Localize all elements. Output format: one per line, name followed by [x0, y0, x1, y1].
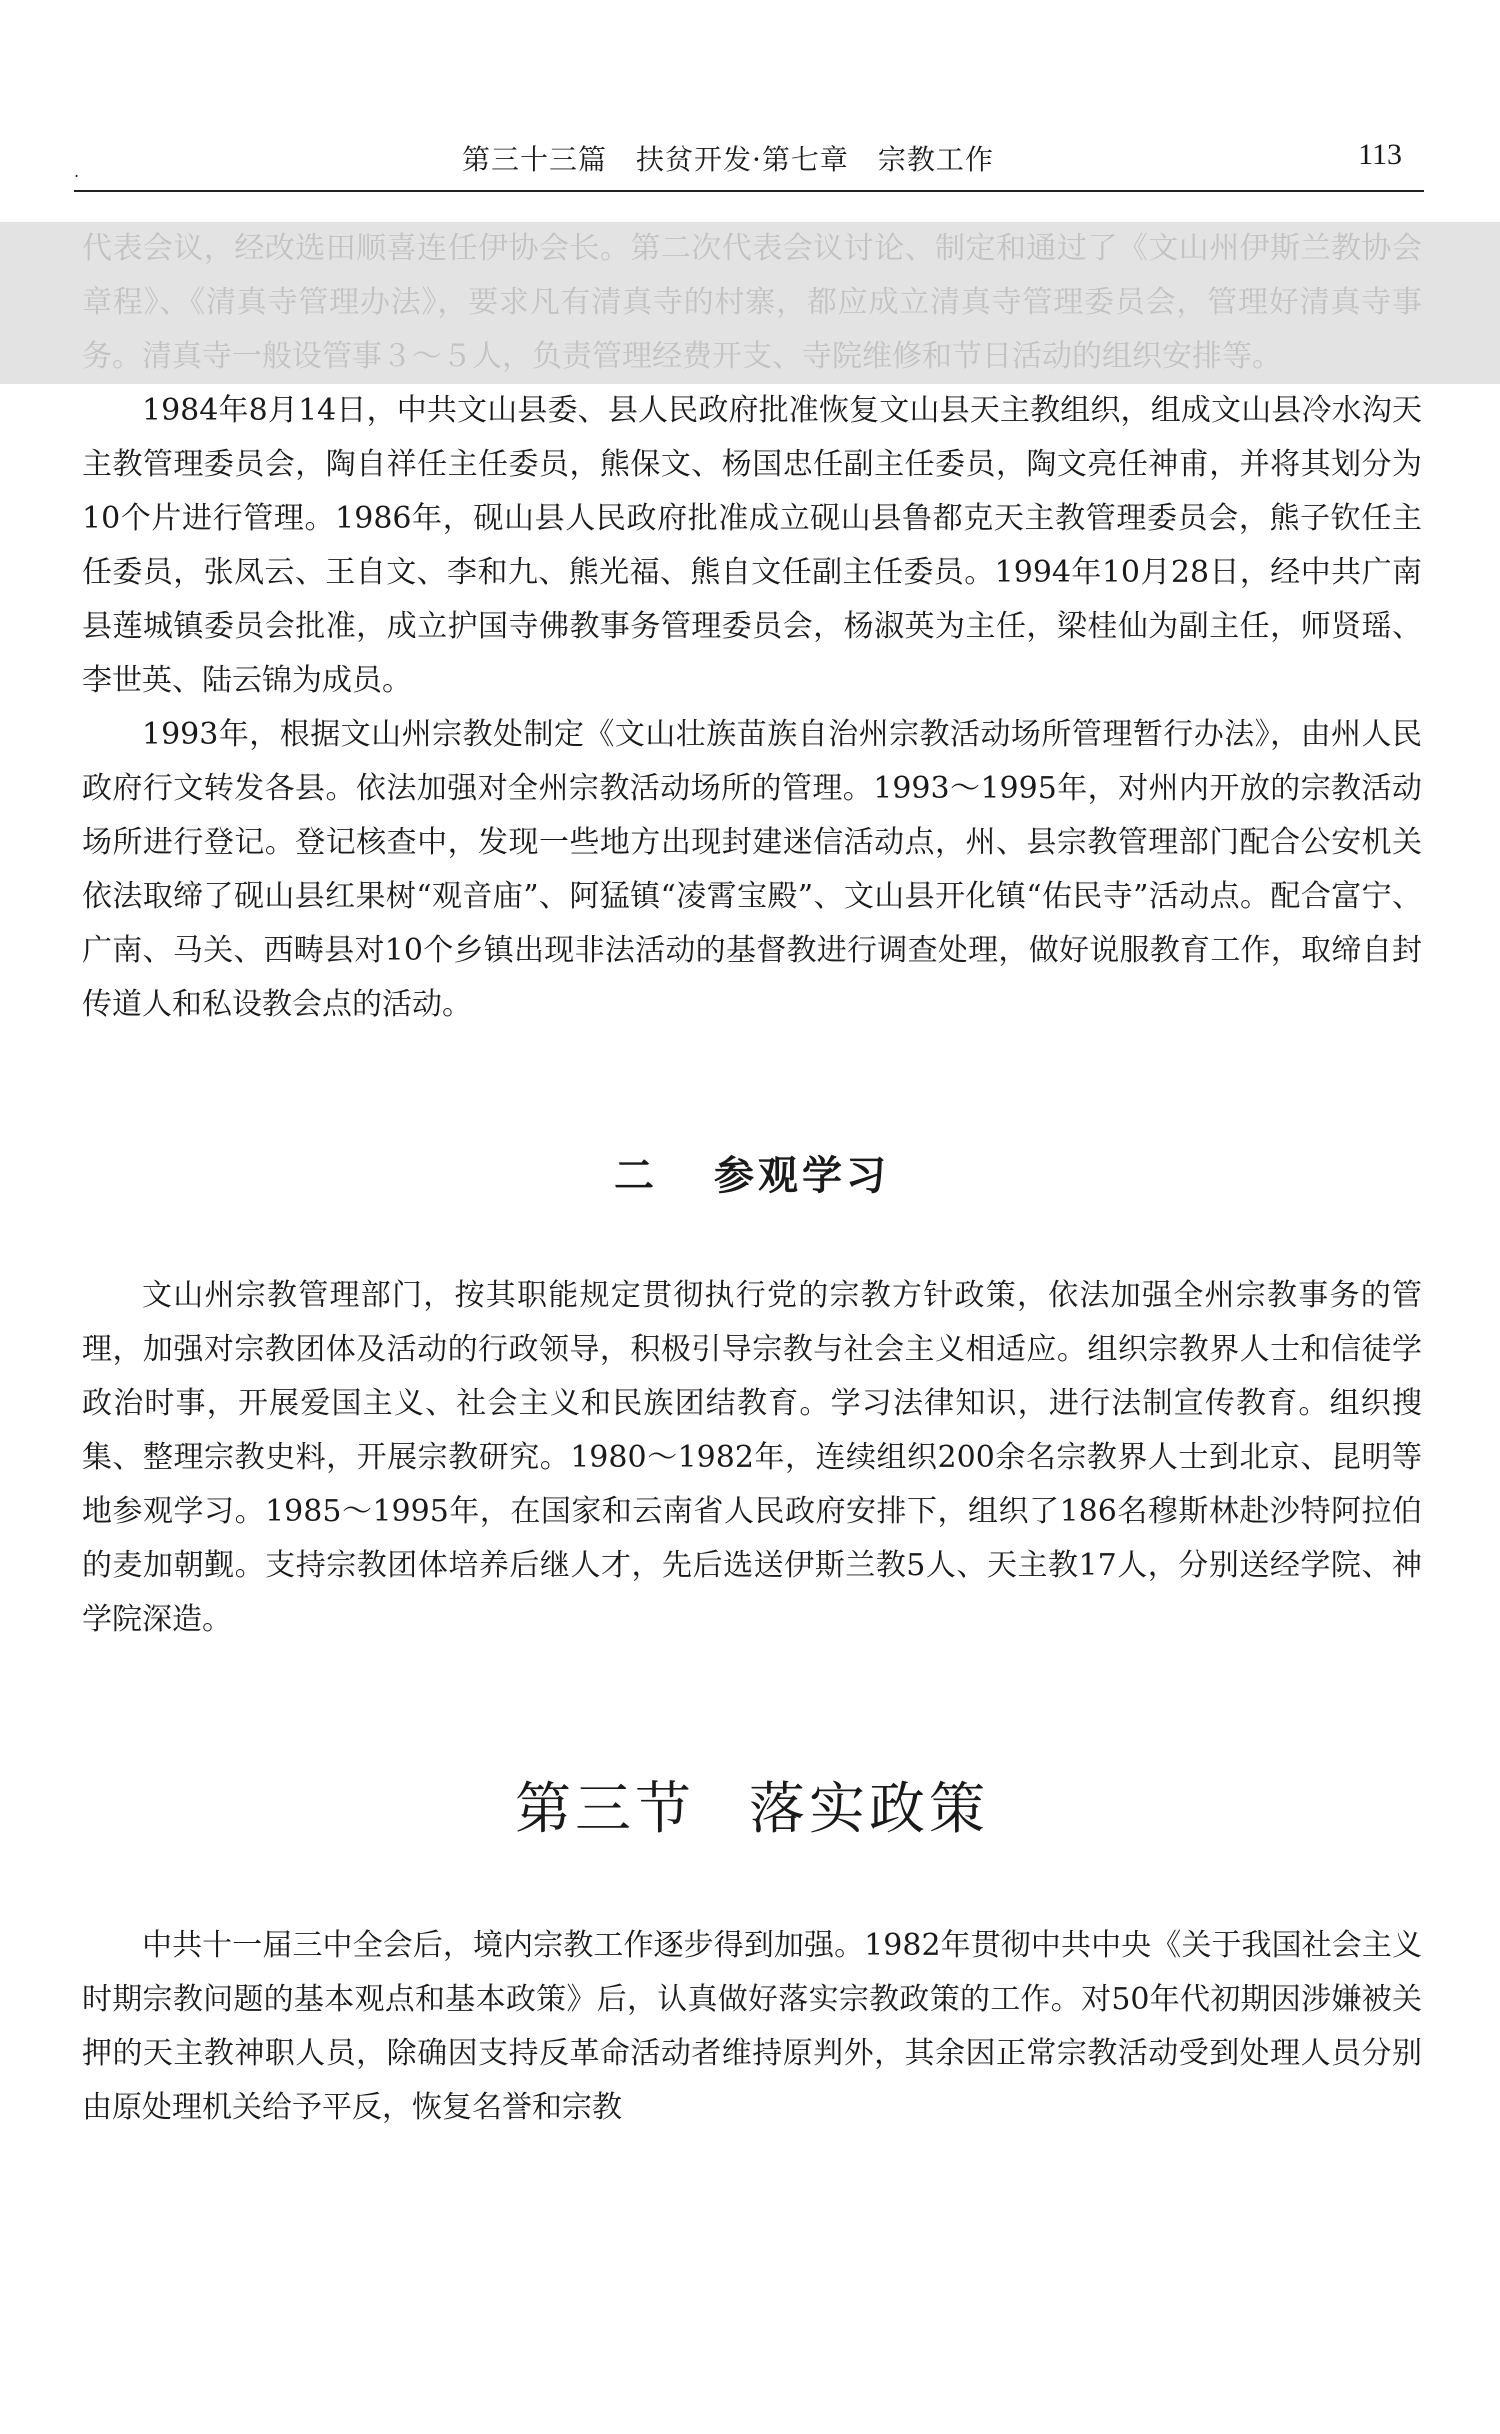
chapter-number: 第三节 — [515, 1777, 695, 1842]
header-title: 第三十三篇 扶贫开发·第七章 宗教工作 — [462, 143, 994, 176]
page-body — [82, 222, 1422, 2135]
section-heading-visits — [82, 1144, 1422, 1201]
page-number: 113 — [1358, 138, 1402, 171]
faded-overlay-block — [0, 222, 1500, 384]
section-title: 参观学习 — [714, 1153, 890, 1199]
paragraph-venue-management: 1993年，根据文山州宗教处制定《文山壮族苗族自治州宗教活动场所管理暂行办法》，由州人民政府行文转发各县。依法加强对全州宗教活动场所的管理。1993～1995年，对州内开放的宗教活动场所进行登记。登记核查中，发现一些地方出现封建迷信活动点，州、县宗教管理部门配合公安机关依法取缔了砚山县红果树“观音庙”、阿猛镇“凌霄宝殿”、文山县开化镇“佑民寺”活动点。配合富宁、广南、马关、西畴县对10个乡镇出现非法活动的基督教进行调查处理，做好说服教育工作，取缔自封传道人和私设教会点的活动。 — [82, 717, 1422, 1022]
faded-paragraph: 代表会议，经改选田顺喜连任伊协会长。第二次代表会议讨论、制定和通过了《文山州伊斯兰教协会章程》、《清真寺管理办法》，要求凡有清真寺的村寨，都应成立清真寺管理委员会，管理好清真寺事务。清真寺一般设管事３～５人，负责管理经费开支、寺院维修和节日活动的组织安排等。 — [82, 231, 1422, 374]
header-mark: . — [74, 162, 80, 181]
paragraph-visits-study: 文山州宗教管理部门，按其职能规定贯彻执行党的宗教方针政策，依法加强全州宗教事务的管理，加强对宗教团体及活动的行政领导，积极引导宗教与社会主义相适应。组织宗教界人士和信徒学政治时事，开展爱国主义、社会主义和民族团结教育。学习法律知识，进行法制宣传教育。组织搜集、整理宗教史料，开展宗教研究。1980～1982年，连续组织200余名宗教界人士到北京、昆明等地参观学习。1985～1995年，在国家和云南省人民政府安排下，组织了186名穆斯林赴沙特阿拉伯的麦加朝觐。支持宗教团体培养后继人才，先后选送伊斯兰教5人、天主教17人，分别送经学院、神学院深造。 — [82, 1278, 1422, 1637]
paragraph-catholic-organization: 1984年8月14日，中共文山县委、县人民政府批准恢复文山县天主教组织，组成文山县冷水沟天主教管理委员会，陶自祥任主任委员，熊保文、杨国忠任副主任委员，陶文亮任神甫，并将其划分为10个片进行管理。1986年，砚山县人民政府批准成立砚山县鲁都克天主教管理委员会，熊子钦任主任委员，张凤云、王自文、李和九、熊光福、熊自文任副主任委员。1994年10月28日，经中共广南县莲城镇委员会批准，成立护国寺佛教事务管理委员会，杨淑英为主任，梁桂仙为副主任，师贤瑶、李世英、陆云锦为成员。 — [82, 393, 1422, 698]
section-number: 二 — [614, 1153, 658, 1199]
chapter-title: 落实政策 — [749, 1777, 989, 1842]
running-header — [74, 128, 1424, 192]
chapter-heading-policy — [82, 1765, 1422, 1845]
paragraph-policy-implementation: 中共十一届三中全会后，境内宗教工作逐步得到加强。1982年贯彻中共中央《关于我国社会主义时期宗教问题的基本观点和基本政策》后，认真做好落实宗教政策的工作。对50年代初期因涉嫌被关押的天主教神职人员，除确因支持反革命活动者维持原判外，其余因正常宗教活动受到处理人员分别由原处理机关给予平反，恢复名誉和宗教 — [82, 1928, 1422, 2125]
